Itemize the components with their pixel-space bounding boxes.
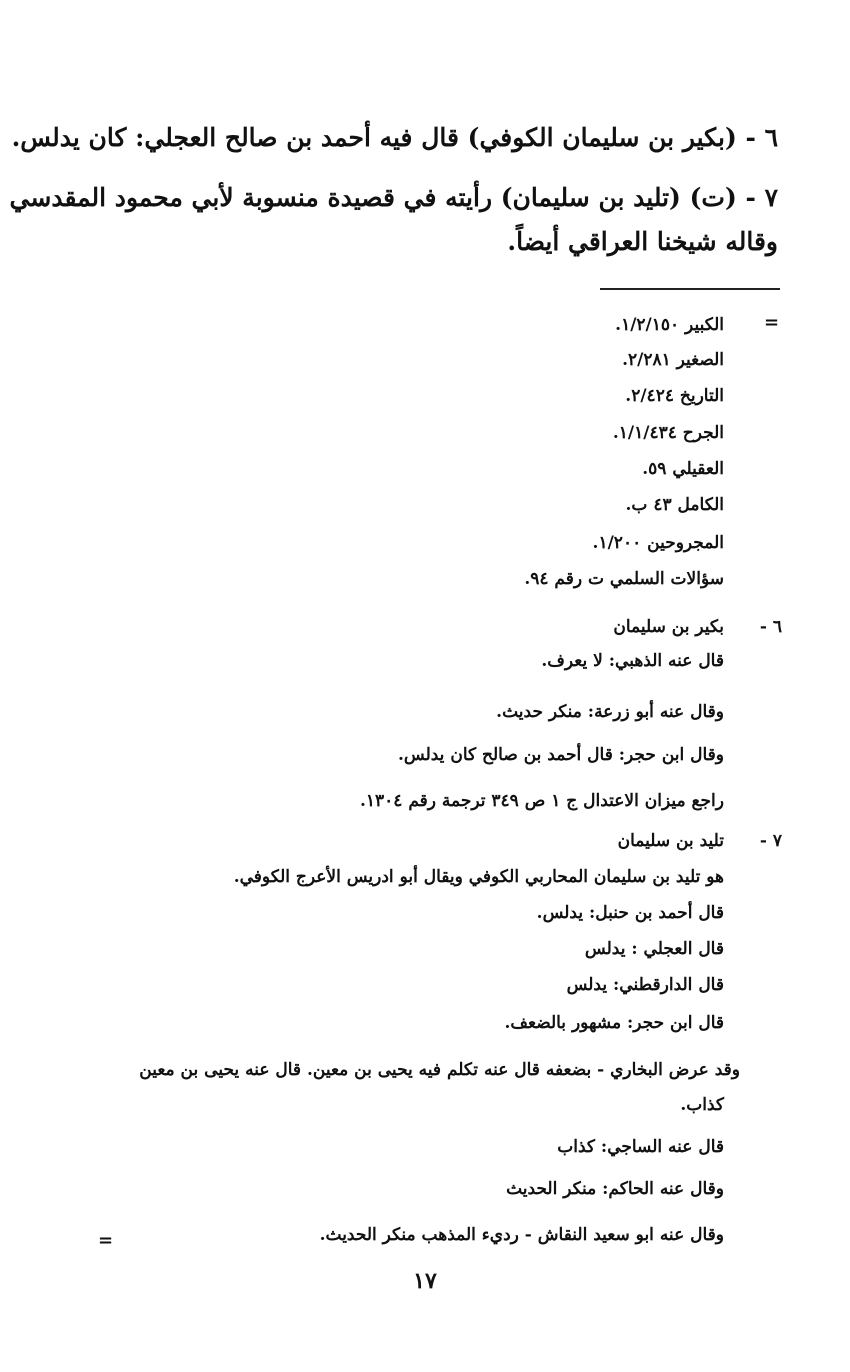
ref-line: الصغير ٢/٢٨١. [622, 350, 724, 370]
ref-line: الكامل ٤٣ ب. [625, 495, 724, 515]
note-7-bukhari-line-2: كذاب. [680, 1095, 724, 1115]
ref-line: المجروحين ١/٢٠٠. [592, 533, 724, 553]
ref-line: الجرح ١/١/٤٣٤. [612, 423, 724, 443]
ref-line: الكبير ١/٢/١٥٠. [615, 315, 724, 335]
note-7-line: قال ابن حجر: مشهور بالضعف. [504, 1013, 724, 1033]
page-number: ١٧ [413, 1268, 437, 1294]
ref-line: العقيلي ٥٩. [642, 459, 724, 479]
note-7-tail-line: قال عنه الساجي: كذاب [557, 1137, 724, 1157]
note-6-number: ٦ - [759, 617, 782, 637]
ref-line: سؤالات السلمي ت رقم ٩٤. [524, 569, 724, 589]
ref-line: التاريخ ٢/٤٢٤. [625, 386, 724, 406]
note-7-line: هو تليد بن سليمان المحاربي الكوفي ويقال أبو ادريس الأعرج الكوفي. [233, 867, 724, 887]
main-entry-7-line-1: ٧ - (ت) (تليد بن سليمان) رأيته في قصيدة منسوبة لأبي محمود المقدسي [9, 183, 778, 212]
note-7-line: قال أحمد بن حنبل: يدلس. [536, 903, 724, 923]
note-6-line: قال عنه الذهبي: لا يعرف. [541, 651, 724, 671]
note-7-bukhari-line-1: وقد عرض البخاري - بضعفه قال عنه تكلم فيه يحيى بن معين. قال عنه يحيى بن معين [139, 1060, 740, 1080]
footnote-separator [600, 288, 780, 290]
note-6-line: راجع ميزان الاعتدال ج ١ ص ٣٤٩ ترجمة رقم ١٣٠٤. [359, 791, 724, 811]
note-7-tail-line: وقال عنه ابو سعيد النقاش - رديء المذهب منكر الحديث. [319, 1225, 724, 1245]
note-7-number: ٧ - [759, 831, 782, 851]
note-6-line: وقال عنه أبو زرعة: منكر حديث. [496, 702, 724, 722]
main-entry-6: ٦ - (بكير بن سليمان الكوفي) قال فيه أحمد بن صالح العجلي: كان يدلس. [11, 123, 778, 152]
note-6-line: وقال ابن حجر: قال أحمد بن صالح كان يدلس. [397, 745, 724, 765]
continuation-marker: = [764, 312, 780, 333]
note-7-tail-line: وقال عنه الحاكم: منكر الحديث [506, 1179, 724, 1199]
note-7-name: تليد بن سليمان [617, 831, 724, 851]
main-entry-7-line-2: وقاله شيخنا العراقي أيضاً. [507, 227, 778, 256]
note-7-line: قال الدارقطني: يدلس [566, 975, 724, 995]
note-7-line: قال العجلي : يدلس [584, 939, 724, 959]
end-continuation-marker: = [98, 1230, 114, 1251]
note-6-name: بكير بن سليمان [613, 617, 724, 637]
